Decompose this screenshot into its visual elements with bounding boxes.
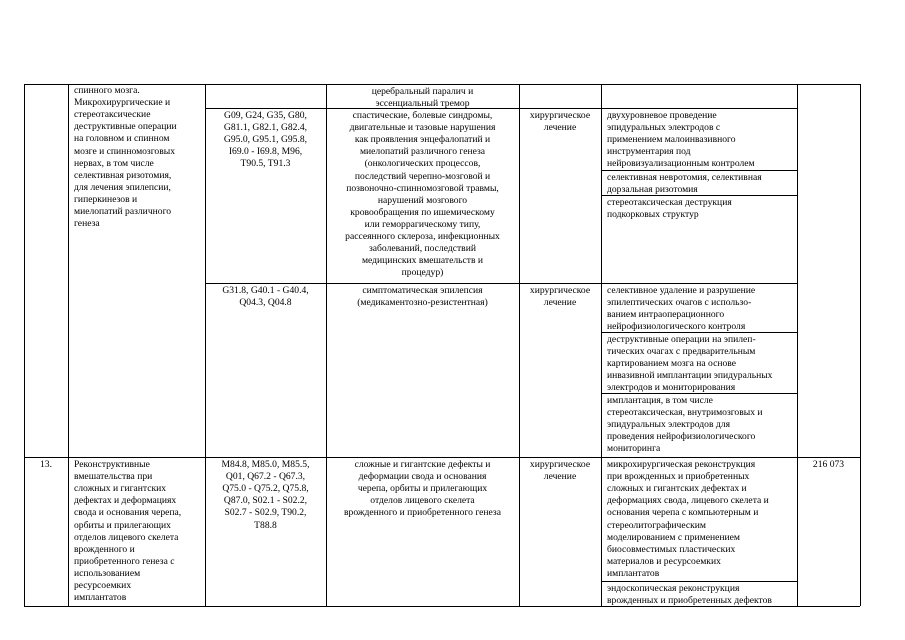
treatment-type-cell-line: лечение: [543, 471, 577, 483]
treatment-method-cell-line: подкорковых структур: [607, 209, 699, 221]
patient-model-cell-line: заболеваний, последствий: [369, 243, 476, 255]
treatment-method-cell-line: деформациях свода, лицевого скелета и: [607, 495, 769, 507]
treatment-method-cell-line: селективная невротомия, селективная: [607, 172, 762, 183]
treatment-method-cell-line: нейровизуализационным контролем: [607, 158, 755, 170]
treatment-method-cell-line: ванием интраоперационного: [607, 309, 725, 321]
patient-model-cell-line: сложные и гигантские дефекты и: [354, 459, 491, 470]
patient-model-cell-line: отделов лицевого скелета: [370, 495, 475, 507]
patient-model-cell-line: двигательные и тазовые нарушения: [349, 122, 496, 134]
treatment-method-cell-line: деструктивные операции на эпилеп-: [607, 334, 756, 345]
patient-model-cell-line: рассеянного склероза, инфекционных: [345, 231, 500, 242]
treatment-method-cell-line: эндоскопическая реконструкция: [607, 583, 740, 594]
patient-model-cell-line: врожденного и приобретенного генеза: [344, 507, 501, 519]
treatment-method-cell-line: селективное удаление и разрушение: [607, 285, 756, 296]
care-name-cell-line: Реконструктивные: [74, 459, 150, 470]
treatment-method-cell-line: стереолитографическим: [607, 519, 707, 531]
care-name-cell-line: орбиты и прилегающих: [74, 519, 171, 531]
patient-model-cell-line: миелопатий различного генеза: [359, 146, 486, 158]
row-rule: [24, 457, 860, 458]
patient-model-cell-line: последствий черепно-мозговой и: [354, 170, 491, 182]
treatment-type-cell-line: лечение: [543, 297, 577, 309]
treatment-method-cell-line: основания черепа с компьютерным и: [607, 507, 759, 519]
treatment-method-cell-line: проведения нейрофизиологического: [607, 431, 756, 443]
care-name-cell-line: миелопатий различного: [74, 206, 172, 217]
method-rule: [601, 581, 797, 582]
treatment-method-cell-line: моделированием с применением: [607, 531, 740, 543]
care-name-cell-line: сложных и гигантских: [74, 483, 167, 495]
patient-model-cell-line: черепа, орбиты и прилегающих: [357, 483, 488, 495]
table-column-rule: [860, 84, 861, 606]
subrow-rule: [205, 283, 797, 284]
treatment-method-cell-line: микрохирургическая реконструкция: [607, 459, 756, 470]
cost-cell: 216 073: [812, 459, 845, 470]
icd-codes-cell-line: S02.7 - S02.9, T90.2,: [224, 507, 307, 519]
treatment-method-cell-line: материалов и ресурсоемких: [607, 555, 721, 567]
table-column-rule: [68, 84, 69, 606]
treatment-type-cell-line: хирургическое: [529, 459, 591, 470]
treatment-method-cell-line: при врожденных и приобретенных: [607, 471, 750, 483]
icd-codes-cell-line: G95.0, G95.1, G95.8,: [223, 134, 308, 146]
treatment-method-cell-line: врожденных и приобретенных дефектов: [607, 595, 772, 607]
treatment-method-cell-line: биосовместимых пластических: [607, 543, 736, 555]
care-name-cell-line: для лечения эпилепсии,: [74, 181, 171, 193]
icd-codes-cell-line: T90.5, T91.3: [240, 158, 291, 170]
treatment-method-cell-line: двухуровневое проведение: [607, 110, 717, 121]
treatment-method-cell-line: мониторинга: [607, 443, 661, 455]
treatment-method-cell-line: инструментария под: [607, 146, 691, 158]
treatment-type-cell-line: хирургическое: [529, 285, 591, 296]
patient-model-cell-line: или геморрагическому типу,: [364, 218, 481, 230]
treatment-method-cell-line: имплантация, в том числе: [607, 395, 713, 406]
patient-model-cell-line: как проявления энцефалопатий и: [354, 134, 491, 146]
care-name-cell-line: стереотаксические: [74, 109, 151, 121]
patient-model-cell-line: медицинских вмешательств и: [361, 255, 484, 267]
treatment-method-cell-line: тических очагах с предварительным: [607, 346, 756, 358]
table-column-rule: [519, 84, 520, 606]
treatment-method-cell-line: эпидуральных электродов для: [607, 419, 730, 431]
icd-codes-cell-line: T88.8: [254, 519, 277, 531]
care-name-cell-line: вмешательства при: [74, 471, 153, 483]
table-top-rule: [24, 84, 860, 85]
icd-codes-cell-line: I69.0 - I69.8, M96,: [228, 146, 303, 158]
treatment-method-cell-line: нейрофизиологического контроля: [607, 321, 746, 333]
patient-model-cell-line: эссенциальный тремор: [375, 98, 470, 110]
row-number: 13.: [40, 459, 52, 470]
icd-codes-cell-line: Q01, Q67.2 - Q67.3,: [225, 471, 306, 483]
table-column-rule: [24, 84, 25, 606]
treatment-method-cell-line: стереотаксическая деструкция: [607, 197, 732, 208]
care-name-cell-line: использованием: [74, 567, 141, 579]
treatment-method-cell-line: применением малоинвазивного: [607, 134, 736, 146]
treatment-method-cell-line: инвазивной имплантации эпидуральных: [607, 370, 773, 382]
treatment-type-cell-line: хирургическое: [529, 110, 591, 121]
treatment-method-cell-line: имплантатов: [607, 567, 660, 579]
treatment-type-cell-line: лечение: [543, 122, 577, 134]
patient-model-cell-line: деформации свода и основания: [358, 471, 487, 483]
care-name-cell-line: мозге и спинномозговых: [74, 145, 175, 157]
patient-model-cell-line: процедур): [401, 267, 444, 279]
table-column-rule: [797, 84, 798, 606]
care-name-cell-line: гиперкинезов и: [74, 193, 138, 205]
patient-model-cell-line: (медикаментозно-резистентная): [357, 297, 488, 309]
care-name-cell-line: имплантатов: [74, 592, 127, 604]
patient-model-cell-line: спастические, болевые синдромы,: [352, 110, 493, 121]
treatment-method-cell-line: стереотаксическая, внутримозговых и: [607, 407, 763, 419]
care-name-cell-line: врожденного и: [74, 543, 135, 555]
care-name-cell-line: нервах, в том числе: [74, 157, 154, 169]
care-name-cell-line: ресурсоемких: [74, 580, 132, 591]
care-name-cell-line: генеза: [74, 218, 100, 230]
care-name-cell-line: отделов лицевого скелета: [74, 531, 179, 543]
care-name-cell-line: дефектах и деформациях: [74, 495, 177, 507]
patient-model-cell-line: нарушений мозгового: [377, 194, 468, 206]
care-name-cell-line: спинного мозга.: [74, 85, 140, 96]
patient-model-cell-line: (онкологических процессов,: [364, 158, 481, 170]
treatment-method-cell-line: электродов и мониторирования: [607, 382, 736, 394]
treatment-method-cell-line: сложных и гигантских дефектах и: [607, 483, 747, 495]
icd-codes-cell-line: G31.8, G40.1 - G40.4,: [222, 285, 309, 296]
icd-codes-cell-line: Q87.0, S02.1 - S02.2,: [223, 495, 308, 507]
icd-codes-cell-line: Q04.3, Q04.8: [239, 297, 292, 309]
care-name-cell-line: деструктивные операции: [74, 121, 177, 133]
icd-codes-cell-line: M84.8, M85.0, M85.5,: [221, 459, 310, 470]
icd-codes-cell-line: G09, G24, G35, G80,: [224, 110, 307, 121]
icd-codes-cell-line: G81.1, G82.1, G82.4,: [223, 122, 308, 134]
care-name-cell-line: свода и основания черепа,: [74, 507, 182, 519]
patient-model-cell-line: кровообращения по ишемическому: [350, 206, 495, 218]
treatment-method-cell-line: эпидуральных электродов с: [607, 122, 721, 134]
patient-model-cell-line: позвоночно-спинномозговой травмы,: [346, 182, 499, 194]
care-name-cell-line: приобретенного генеза с: [74, 555, 175, 567]
table-column-rule: [601, 84, 602, 606]
treatment-method-cell-line: дорзальная ризотомия: [607, 184, 698, 196]
patient-model-cell-line: симптоматическая эпилепсия: [362, 285, 483, 296]
care-name-cell-line: на головном и спинном: [74, 133, 170, 145]
care-name-cell-line: селективная ризотомия,: [74, 169, 172, 181]
treatment-method-cell-line: картированием мозга на основе: [607, 358, 737, 370]
patient-model-cell-line: церебральный паралич и: [371, 86, 474, 97]
treatment-method-cell-line: эпилептических очагов с использо-: [607, 297, 752, 309]
care-name-cell-line: Микрохирургические и: [74, 97, 171, 109]
icd-codes-cell-line: Q75.0 - Q75.2, Q75.8,: [222, 483, 309, 495]
